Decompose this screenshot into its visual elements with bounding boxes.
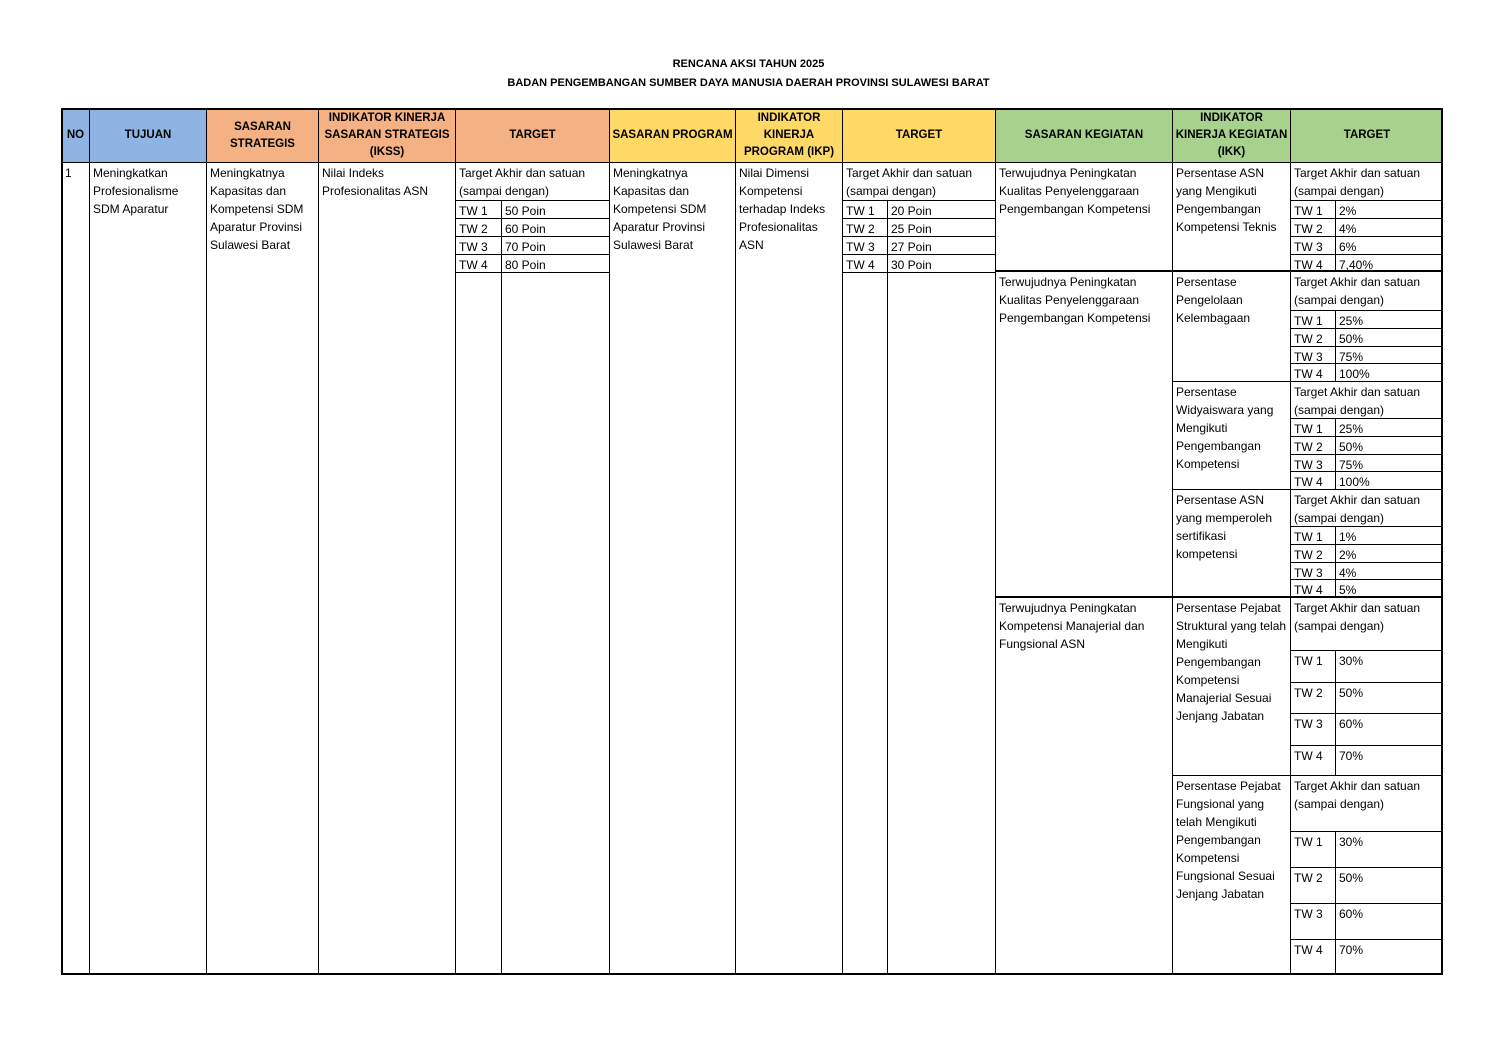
- row-divider: [995, 596, 1443, 597]
- ikk-tw-quarter: TW 3: [1290, 562, 1335, 579]
- ikk-tw-quarter: TW 2: [1290, 328, 1335, 346]
- ikp-tw-quarter: TW 2: [842, 218, 887, 236]
- ikk-cell: Persentase Pengelolaan Kelembagaan: [1172, 271, 1290, 381]
- ikk-tw-value: 4%: [1335, 218, 1443, 236]
- document-subtitle: BADAN PENGEMBANGAN SUMBER DAYA MANUSIA DAERAH PROVINSI SULAWESI BARAT: [507, 77, 990, 89]
- ikk-tw-quarter: TW 3: [1290, 346, 1335, 363]
- ikk-tw-value: 7,40%: [1335, 254, 1443, 271]
- ikk-tw-value: 50%: [1335, 867, 1443, 903]
- sasaran-strategis-cell: Meningkatnya Kapasitas dan Kompetensi SDM Aparatur Provinsi Sulawesi Barat: [206, 162, 318, 975]
- ikk-cell: Persentase Pejabat Struktural yang telah Mengikuti Pengembangan Kompetensi Manajerial Sesuai Jenjang Jabatan: [1172, 597, 1290, 775]
- ikk-tw-value: 6%: [1335, 236, 1443, 254]
- ikk-tw-value: 50%: [1335, 436, 1443, 454]
- header-target-ikk: TARGET: [1290, 108, 1443, 162]
- ikk-tw-quarter: TW 3: [1290, 713, 1335, 745]
- ikk-tw-value: 100%: [1335, 471, 1443, 489]
- ikk-tw-value: 50%: [1335, 328, 1443, 346]
- ikss-tw-quarter: TW 2: [455, 218, 501, 236]
- ikk-target-label: Target Akhir dan satuan (sampai dengan): [1290, 597, 1443, 650]
- row-number: 1: [61, 162, 89, 975]
- ikss-tw-quarter: TW 3: [455, 236, 501, 254]
- ikk-tw-value: 75%: [1335, 346, 1443, 363]
- ikk-tw-quarter: TW 3: [1290, 236, 1335, 254]
- ikk-target-label: Target Akhir dan satuan (sampai dengan): [1290, 271, 1443, 310]
- ikk-cell: Persentase Widyaiswara yang Mengikuti Pengembangan Kompetensi: [1172, 381, 1290, 489]
- ikk-tw-value: 70%: [1335, 939, 1443, 975]
- ikk-target-label: Target Akhir dan satuan (sampai dengan): [1290, 775, 1443, 831]
- ikk-tw-quarter: TW 1: [1290, 831, 1335, 867]
- ikk-tw-value: 30%: [1335, 831, 1443, 867]
- ikss-tw-quarter: TW 1: [455, 200, 501, 218]
- ikk-tw-value: 60%: [1335, 713, 1443, 745]
- ikss-tw-value: 80 Poin: [501, 254, 609, 272]
- ikp-target-empty: [842, 272, 887, 975]
- ikk-tw-quarter: TW 1: [1290, 418, 1335, 436]
- ikk-cell: Persentase ASN yang memperoleh sertifikasi kompetensi: [1172, 489, 1290, 597]
- ikk-target-label: Target Akhir dan satuan (sampai dengan): [1290, 381, 1443, 418]
- header-sasaran-strategis: SASARAN STRATEGIS: [206, 108, 318, 162]
- ikk-tw-quarter: TW 4: [1290, 254, 1335, 271]
- ikk-tw-quarter: TW 3: [1290, 454, 1335, 471]
- ikp-tw-value: 30 Poin: [887, 254, 995, 272]
- ikk-tw-quarter: TW 2: [1290, 682, 1335, 713]
- sasaran-kegiatan-cell: Terwujudnya Peningkatan Kualitas Penyelenggaraan Pengembangan Kompetensi: [995, 271, 1172, 597]
- ikk-tw-quarter: TW 2: [1290, 218, 1335, 236]
- ikss-target-label: Target Akhir dan satuan (sampai dengan): [455, 162, 609, 200]
- sasaran-program-cell: Meningkatnya Kapasitas dan Kompetensi SDM Aparatur Provinsi Sulawesi Barat: [609, 162, 735, 975]
- ikp-target-empty: [887, 272, 995, 975]
- header-ikss: INDIKATOR KINERJA SASARAN STRATEGIS (IKSS): [318, 108, 455, 162]
- ikk-tw-value: 60%: [1335, 903, 1443, 939]
- ikp-tw-quarter: TW 3: [842, 236, 887, 254]
- ikk-tw-value: 75%: [1335, 454, 1443, 471]
- ikp-cell: Nilai Dimensi Kompetensi terhadap Indeks Profesionalitas ASN: [735, 162, 842, 975]
- ikss-target-empty: [501, 272, 609, 975]
- ikk-tw-quarter: TW 2: [1290, 436, 1335, 454]
- ikk-tw-value: 50%: [1335, 682, 1443, 713]
- ikk-tw-value: 30%: [1335, 650, 1443, 682]
- ikk-tw-value: 70%: [1335, 745, 1443, 775]
- ikk-tw-quarter: TW 1: [1290, 650, 1335, 682]
- tujuan-cell: Meningkatkan Profesionalisme SDM Aparatur: [89, 162, 206, 975]
- ikk-tw-quarter: TW 4: [1290, 939, 1335, 975]
- ikk-tw-quarter: TW 2: [1290, 867, 1335, 903]
- ikp-tw-value: 27 Poin: [887, 236, 995, 254]
- header-no: NO: [61, 108, 89, 162]
- ikk-tw-quarter: TW 1: [1290, 310, 1335, 328]
- ikp-tw-value: 20 Poin: [887, 200, 995, 218]
- header-sasaran-kegiatan: SASARAN KEGIATAN: [995, 108, 1172, 162]
- ikk-tw-value: 100%: [1335, 363, 1443, 381]
- ikk-tw-quarter: TW 4: [1290, 579, 1335, 597]
- ikk-tw-value: 25%: [1335, 418, 1443, 436]
- ikk-target-label: Target Akhir dan satuan (sampai dengan): [1290, 489, 1443, 526]
- ikk-tw-value: 1%: [1335, 526, 1443, 544]
- ikk-tw-value: 5%: [1335, 579, 1443, 597]
- ikk-tw-quarter: TW 3: [1290, 903, 1335, 939]
- ikss-tw-quarter: TW 4: [455, 254, 501, 272]
- header-ikp: INDIKATOR KINERJA PROGRAM (IKP): [735, 108, 842, 162]
- ikss-target-empty: [455, 272, 501, 975]
- ikp-tw-value: 25 Poin: [887, 218, 995, 236]
- ikk-tw-value: 2%: [1335, 544, 1443, 562]
- ikk-tw-quarter: TW 4: [1290, 745, 1335, 775]
- ikk-tw-value: 25%: [1335, 310, 1443, 328]
- document-title: RENCANA AKSI TAHUN 2025: [672, 58, 825, 70]
- header-target-ikp: TARGET: [842, 108, 995, 162]
- ikk-cell: Persentase ASN yang Mengikuti Pengembangan Kompetensi Teknis: [1172, 162, 1290, 271]
- ikk-tw-quarter: TW 1: [1290, 526, 1335, 544]
- ikk-tw-quarter: TW 4: [1290, 471, 1335, 489]
- ikk-target-label: Target Akhir dan satuan (sampai dengan): [1290, 162, 1443, 200]
- header-target-ikss: TARGET: [455, 108, 609, 162]
- ikk-tw-quarter: TW 1: [1290, 200, 1335, 218]
- ikss-cell: Nilai Indeks Profesionalitas ASN: [318, 162, 455, 975]
- header-sasaran-program: SASARAN PROGRAM: [609, 108, 735, 162]
- header-tujuan: TUJUAN: [89, 108, 206, 162]
- sasaran-kegiatan-cell: Terwujudnya Peningkatan Kualitas Penyelenggaraan Pengembangan Kompetensi: [995, 162, 1172, 271]
- sasaran-kegiatan-cell: Terwujudnya Peningkatan Kompetensi Manajerial dan Fungsional ASN: [995, 597, 1172, 975]
- ikp-tw-quarter: TW 4: [842, 254, 887, 272]
- row-divider: [995, 270, 1443, 271]
- ikp-tw-quarter: TW 1: [842, 200, 887, 218]
- ikk-tw-value: 4%: [1335, 562, 1443, 579]
- ikk-tw-quarter: TW 4: [1290, 363, 1335, 381]
- header-ikk: INDIKATOR KINERJA KEGIATAN (IKK): [1172, 108, 1290, 162]
- ikss-tw-value: 70 Poin: [501, 236, 609, 254]
- ikk-cell: Persentase Pejabat Fungsional yang telah Mengikuti Pengembangan Kompetensi Fungsional Sesuai Jenjang Jabatan: [1172, 775, 1290, 975]
- ikss-tw-value: 50 Poin: [501, 200, 609, 218]
- ikk-tw-quarter: TW 2: [1290, 544, 1335, 562]
- ikk-tw-value: 2%: [1335, 200, 1443, 218]
- ikp-target-label: Target Akhir dan satuan (sampai dengan): [842, 162, 995, 200]
- ikss-tw-value: 60 Poin: [501, 218, 609, 236]
